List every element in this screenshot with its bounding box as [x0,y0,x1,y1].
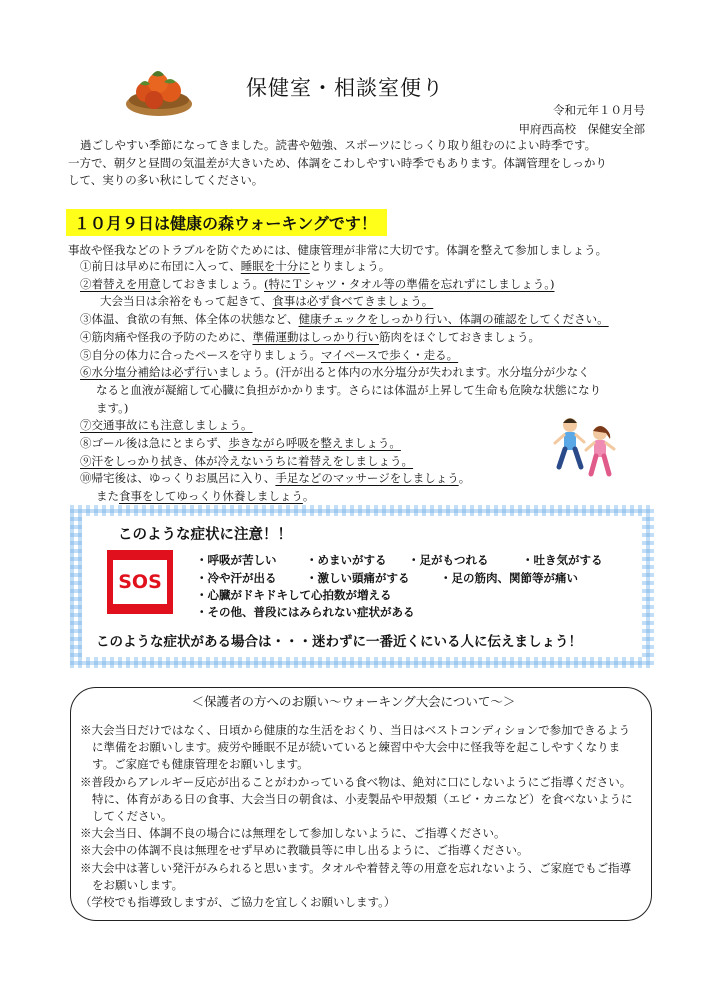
persimmon-basket-illustration [124,62,194,122]
list-item: ⑤自分の体力に合ったペースを守りましょう。マイペースで歩く・走る。 [80,347,459,362]
notice-list [80,722,640,911]
notice-item: ※大会中の体調不良は無理をせず早めに教職員等に申し出るように、ご指導ください。 [80,843,529,858]
notice-item: ※大会中は著しい発汗がみられると思います。タオルや着替え等の用意を忘れないよう、ご家庭でもご指導をお願いします。 [80,860,632,892]
list-item: ④筋肉痛や怪我の予防のために、準備運動はしっかり行い筋肉をほぐしておきましょう。 [80,329,540,344]
list-item: なると血液が凝縮して心臓に負担がかかります。さらには体温が上昇して生命も危険な状態になり [96,382,602,397]
symptom-item: ・呼吸が苦しい [196,553,277,567]
sos-sign-icon [107,550,173,614]
list-item: 大会当日は余裕をもって起きて、食事は必ず食べてきましょう。 [100,294,434,309]
intro-line: して、実りの多い秋にしてください。 [68,173,264,187]
list-item: また食事をしてゆっくり休養しましょう。 [96,489,315,504]
runners-illustration [548,415,622,489]
intro-paragraph [68,137,648,190]
sos-label: SOS [113,560,167,604]
notice-title: ＜保護者の方へのお願い～ウォーキング大会について～＞ [191,694,516,709]
symptom-item: ・激しい頭痛がする [306,571,410,585]
symptom-item: ・冷や汗が出る [196,571,277,585]
symptom-item: ・心臓がドキドキして心拍数が増える [196,588,392,602]
list-item: ①前日は早めに布団に入って、睡眠を十分にとりましょう。 [80,259,391,273]
symptom-item: ・足がもつれる [408,553,489,567]
walking-heading: １０月９日は健康の森ウォーキングです！ [66,209,387,236]
intro-line: 一方で、朝夕と昼間の気温差が大きいため、体調をこわしやすい時季でもあります。体調管理をしっかり [68,155,607,170]
symptoms-heading: このような症状に注意！！ [118,527,292,543]
notice-footer: （学校でも指導致しますが、ご協力を宜しくお願いします。） [80,895,396,910]
list-item: ⑥水分塩分補給は必ず行いましょう。(汗が出ると体内の水分塩分が失われます。水分塩分が少なく [80,365,590,380]
intro-line: 過ごしやすい季節になってきました。読書や勉強、スポーツにじっくり取り組むのによい時季です。 [80,138,597,152]
notice-item: ※大会当日、体調不良の場合には無理をして参加しないように、ご指導ください。 [80,826,506,841]
list-item: ②着替えを用意しておきましょう。(特にＴシャツ・タオル等の準備を忘れずにしましょう。) [80,276,555,291]
notice-item: ※大会当日だけではなく、日頃から健康的な生活をおくり、当日はベストコンディションで参加できるように準備をお願いします。疲労や睡眠不足が続いていると練習中や大会中に怪我等を起こしやすくなります。ご家庭でも健康管理をお願いします。 [80,723,631,772]
page-title: 保健室・相談室便り [246,76,444,100]
list-item: ⑦交通事故にも注意しましょう。 [80,418,253,433]
author: 甲府西高校 保健安全部 [518,122,645,136]
notice-item: ※普段からアレルギー反応が出ることがわかっている食べ物は、絶対に口にしないようにご指導ください。特に、体育がある日の食事、大会当日の朝食は、小麦製品や甲殻類（エビ・カニなど）を食べないようにしてください。 [80,774,633,824]
symptom-item: ・めまいがする [306,553,387,567]
issue-date: 令和元年１０月号 [553,103,645,117]
list-item: ⑨汗をしっかり拭き、体が冷えないうちに着替えをしましょう。 [80,453,414,468]
list-item: ③体温、食欲の有無、体全体の状態など、健康チェックをしっかり行い、体調の確認をしてください。 [80,312,609,327]
walking-lead: 事故や怪我などのトラブルを防ぐためには、健康管理が非常に大切です。体調を整えて参加しましょう。 [68,243,608,257]
symptom-item: ・足の筋肉、関節等が痛い [440,571,578,585]
symptoms-warning: このような症状がある場合は・・・迷わずに一番近くにいる人に伝えましょう！ [96,634,582,650]
symptom-item: ・その他、普段にはみられない症状がある [196,605,415,619]
list-item: ⑩帰宅後は、ゆっくりお風呂に入り、手足などのマッサージをしましょう。 [80,471,471,486]
list-item: ます。) [96,400,129,415]
symptom-item: ・吐き気がする [522,553,603,567]
list-item: ⑧ゴール後は急にとまらず、歩きながら呼吸を整えましょう。 [80,436,401,451]
